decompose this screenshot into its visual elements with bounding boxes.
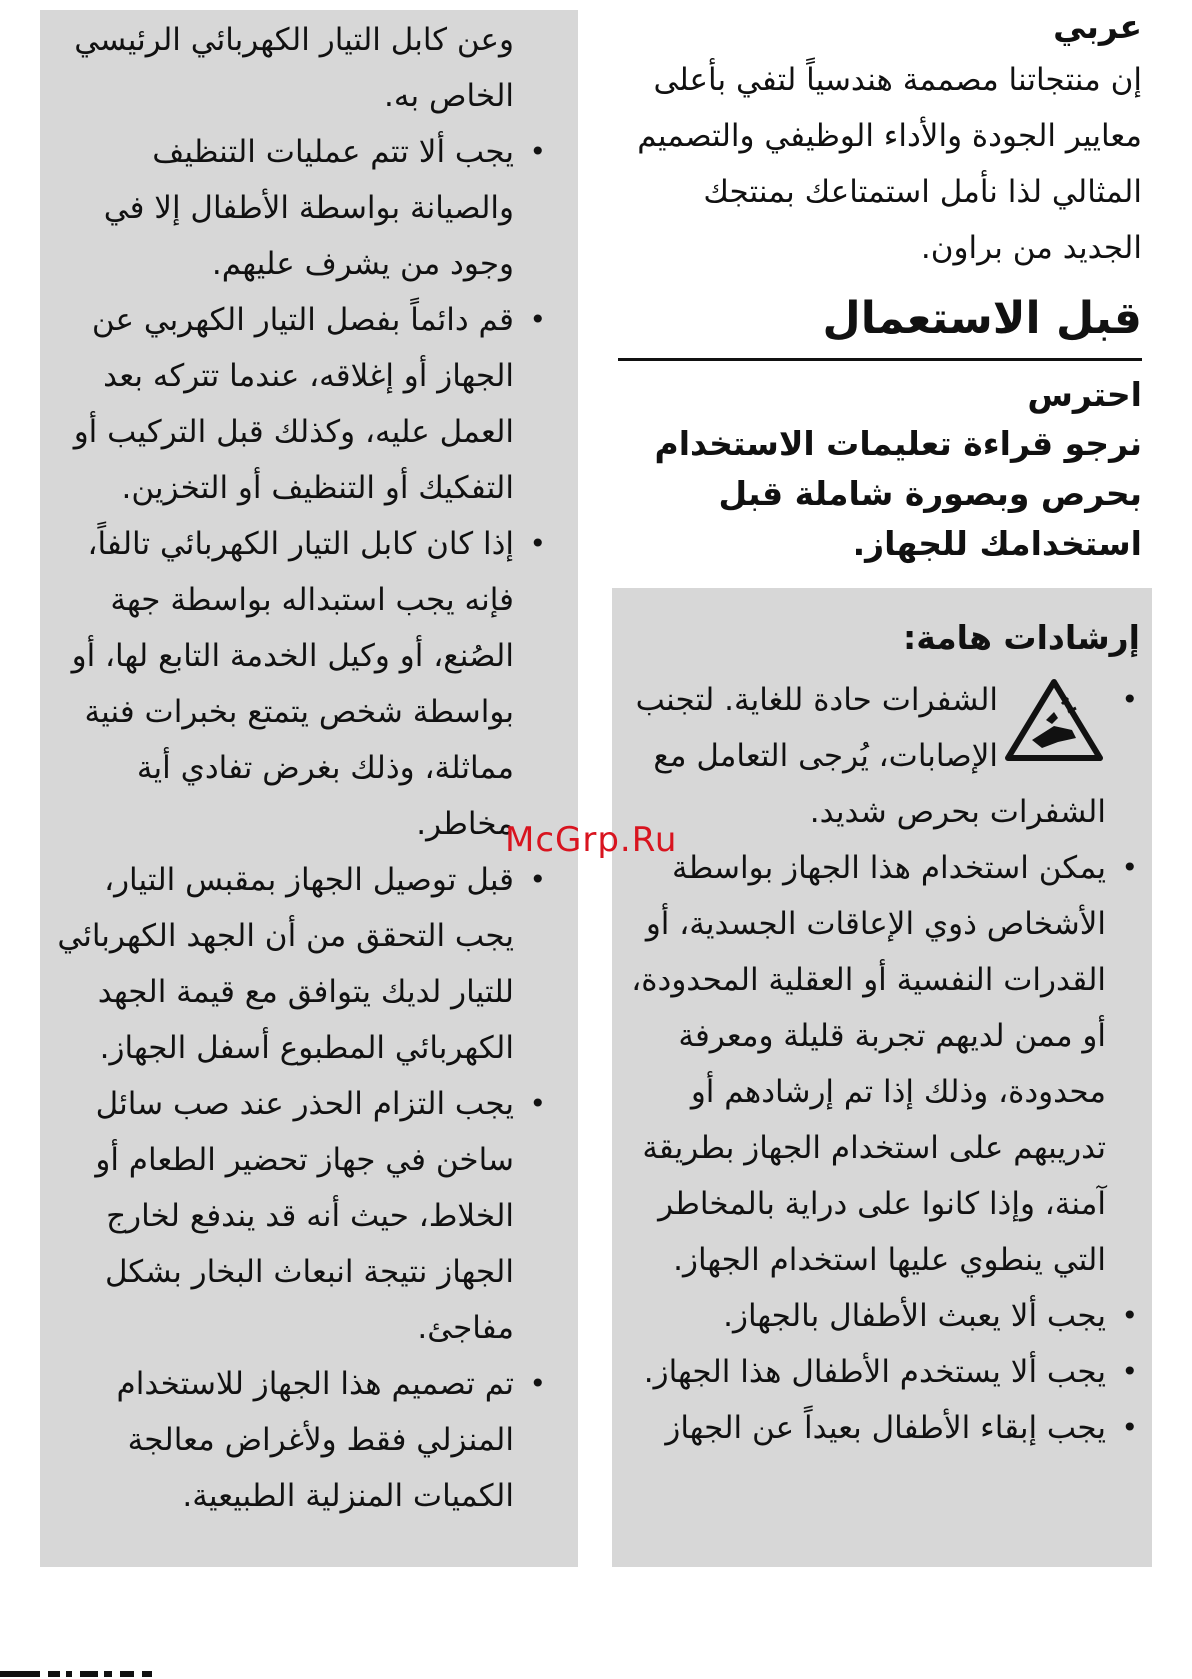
left-column-panel <box>40 10 578 1567</box>
left-bullet-list <box>54 124 548 1524</box>
warnings-list <box>622 672 1140 1456</box>
list-item: • يجب ألا يعبث الأطفال بالجهاز. <box>622 1288 1140 1344</box>
list-item: • يجب إبقاء الأطفال بعيداً عن الجهاز <box>622 1400 1140 1456</box>
footer-print-mark <box>0 1668 170 1679</box>
list-item: • يجب ألا يستخدم الأطفال هذا الجهاز. <box>622 1344 1140 1400</box>
warnings-title: إرشادات هامة: <box>903 618 1140 657</box>
section-title: قبل الاستعمال <box>618 288 1142 361</box>
continuation-text: وعن كابل التيار الكهربائي الرئيسي الخاص به. <box>74 22 514 114</box>
list-item: • قبل توصيل الجهاز بمقبس التيار، يجب التحقق من أن الجهد الكهربائي للتيار لديك يتوافق مع قيمة الجهد الكهربائي المطبوع أسفل الجهاز. <box>54 852 548 1076</box>
list-item: • قم دائماً بفصل التيار الكهربي عن الجهاز أو إغلاقه، عندما تتركه بعد العمل عليه، وكذلك قبل التركيب أو التفكيك أو التنظيف أو التخزين. <box>54 292 548 516</box>
blade-warning-text: الشفرات حادة للغاية. لتجنب الإصابات، يُرجى التعامل مع الشفرات بحرص شديد. <box>635 682 1106 830</box>
list-item: • تم تصميم هذا الجهاز للاستخدام المنزلي فقط ولأغراض معالجة الكميات المنزلية الطبيعية. <box>54 1356 548 1524</box>
caution-text: نرجو قراءة تعليمات الاستخدام بحرص وبصورة شاملة قبل استخدامك للجهاز. <box>654 424 1142 563</box>
list-item <box>622 672 1140 840</box>
caution-title: احترس <box>1027 375 1142 414</box>
blade-hand-warning-icon <box>1002 676 1106 766</box>
list-item: • يجب التزام الحذر عند صب سائل ساخن في جهاز تحضير الطعام أو الخلاط، حيث أنه قد يندفع لخارج الجهاز نتيجة انبعاث البخار بشكل مفاجئ. <box>54 1076 548 1356</box>
right-column <box>618 0 1142 569</box>
important-instructions-box <box>612 588 1152 1567</box>
watermark: McGrp.Ru <box>505 820 678 860</box>
list-item: • يجب ألا تتم عمليات التنظيف والصيانة بواسطة الأطفال إلا في وجود من يشرف عليهم. <box>54 124 548 292</box>
list-item: • إذا كان كابل التيار الكهربائي تالفاً، فإنه يجب استبداله بواسطة جهة الصُنع، أو وكيل الخدمة التابع لها، أو بواسطة شخص يتمتع بخبرات فنية مماثلة، وذلك بغرض تفادي أية مخاطر. <box>54 516 548 852</box>
intro-paragraph: إن منتجاتنا مصممة هندسياً لتفي بأعلى معايير الجودة والأداء الوظيفي والتصميم المثالي لذا نأمل استمتاعك بمنتجك الجديد من براون. <box>637 62 1142 266</box>
list-item: • يمكن استخدام هذا الجهاز بواسطة الأشخاص ذوي الإعاقات الجسدية، أو القدرات النفسية أو العقلية المحدودة، أو ممن لديهم تجربة قليلة ومعرفة محدودة، وذلك إذا تم إرشادهم أو تدريبهم على استخدام الجهاز بطريقة آمنة، وإذا كانوا على دراية بالمخاطر التي ينطوي عليها استخدام الجهاز. <box>622 840 1140 1288</box>
language-label: عربي <box>1053 7 1142 46</box>
